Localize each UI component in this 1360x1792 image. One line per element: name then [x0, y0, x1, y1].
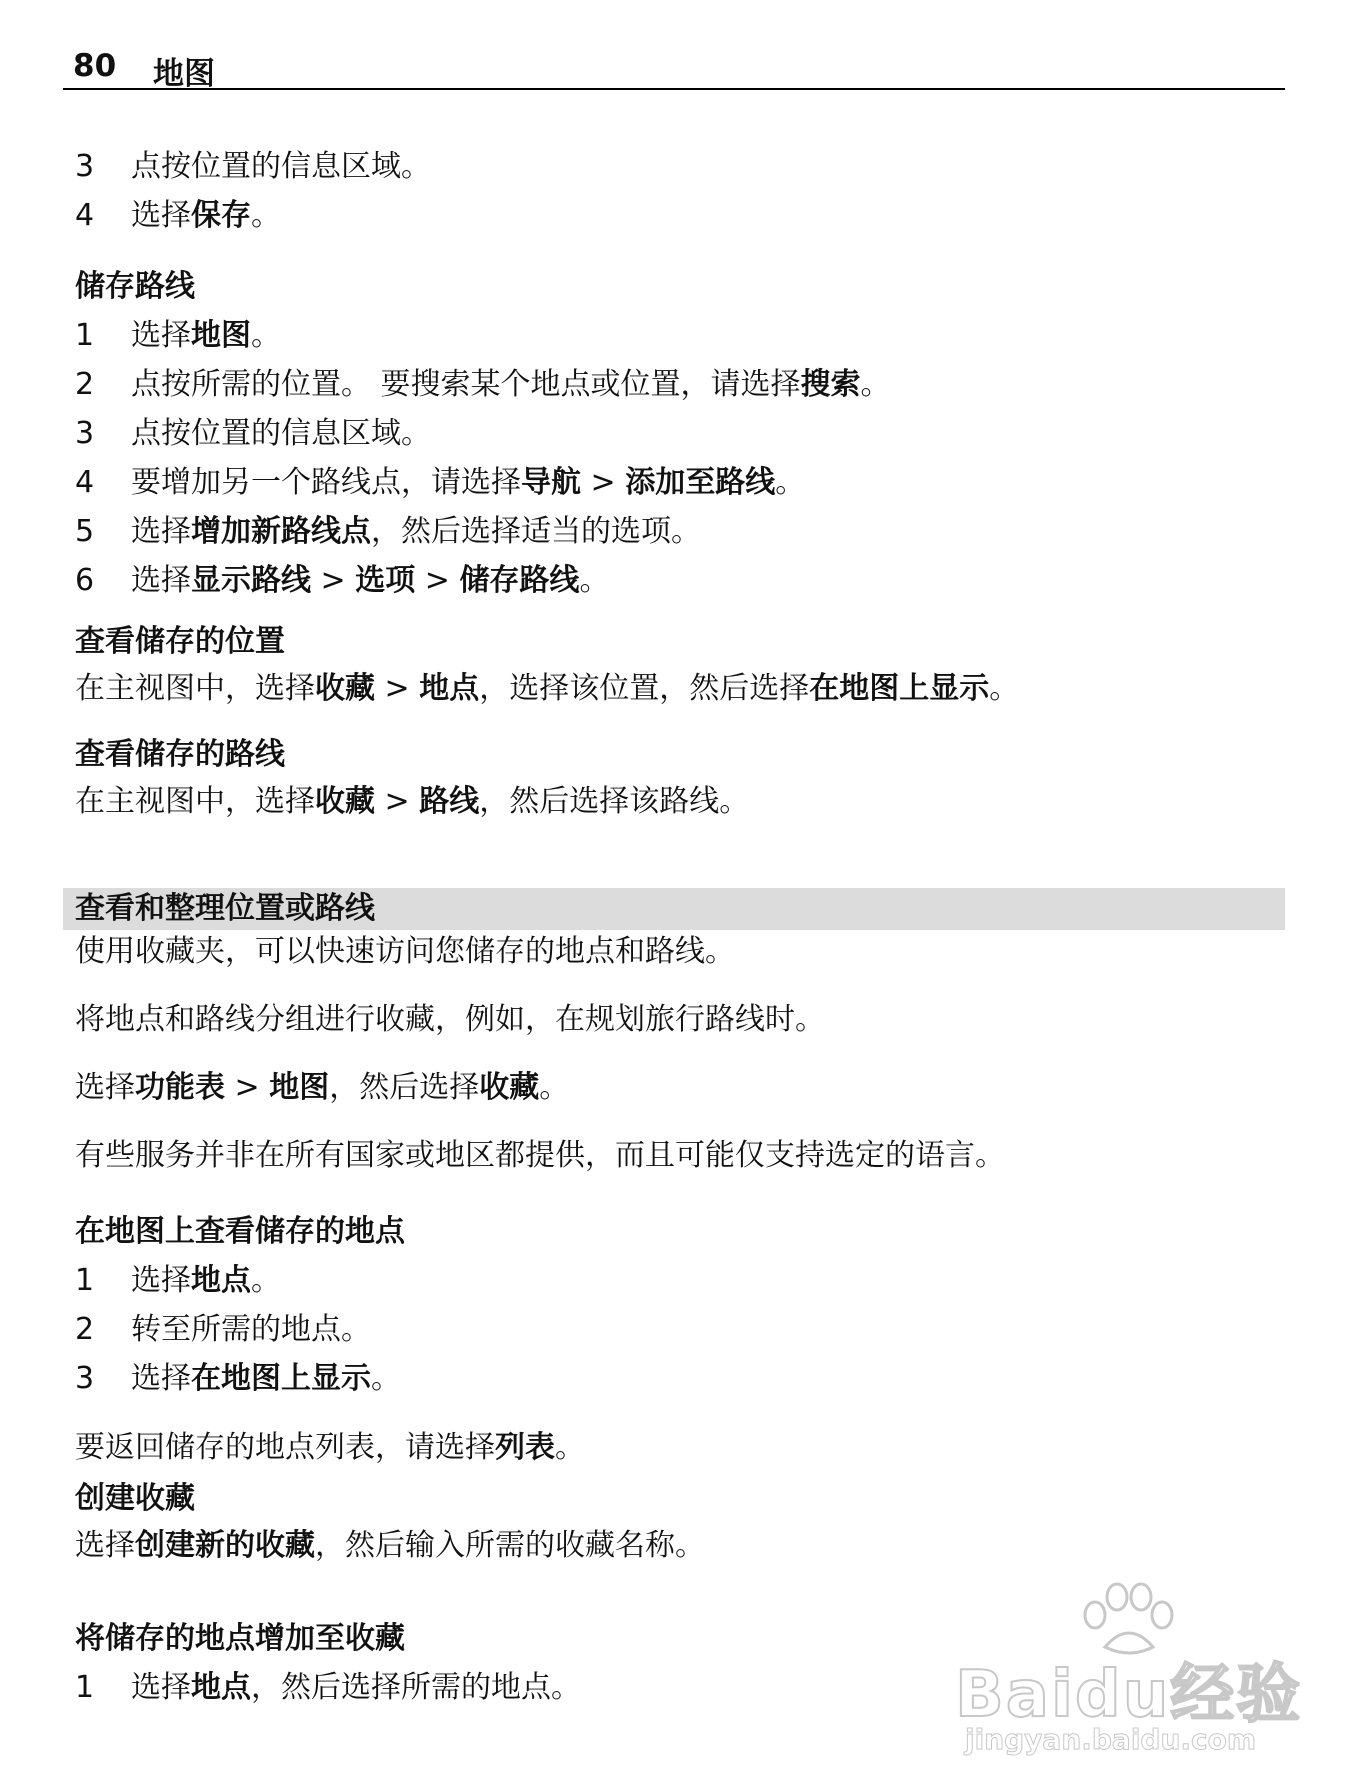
step-row [75, 1663, 581, 1712]
ui-term: 路线 [419, 784, 480, 819]
text-run: 。 [775, 465, 806, 500]
step-number: 3 [75, 149, 95, 184]
instruction-text [75, 1425, 585, 1471]
text-run: 。 [989, 671, 1020, 706]
text-run: 要增加另一个路线点，请选择 [131, 465, 521, 500]
ui-term: 导航 [521, 465, 581, 500]
save-route-section [75, 263, 891, 605]
text-run: ，然后选择所需的地点。 [251, 1670, 581, 1705]
section-heading: 储存路线 [75, 269, 195, 304]
text-run: > [311, 563, 356, 598]
ui-term: 列表 [495, 1430, 555, 1465]
ui-term: 增加新路线点 [191, 514, 371, 549]
step-number: 5 [75, 514, 95, 549]
step-row [75, 360, 891, 409]
ui-term: 收藏 [315, 671, 375, 706]
instruction-text [75, 1523, 705, 1569]
paragraph [75, 1065, 1005, 1133]
step-number: 6 [75, 563, 95, 598]
ui-term: 储存路线 [459, 563, 580, 598]
section-heading: 在地图上查看储存的地点 [75, 1214, 405, 1249]
step-row [75, 507, 891, 556]
ui-term: 搜索 [800, 367, 861, 402]
text-run: ，然后选择该路线。 [479, 784, 750, 819]
section-heading: 查看储存的路线 [75, 737, 285, 772]
step-row [75, 1354, 585, 1403]
ui-term: 地图 [191, 318, 251, 353]
text-run: > [375, 784, 420, 819]
section-heading: 将储存的地点增加至收藏 [75, 1621, 405, 1656]
text-run: ，然后选择适当的选项。 [371, 514, 701, 549]
text-run: ，然后输入所需的收藏名称。 [315, 1528, 705, 1563]
step-number: 2 [75, 367, 95, 402]
ui-term: 添加至路线 [625, 465, 776, 500]
text-run: 点按位置的信息区域。 [131, 149, 431, 184]
ui-term: 在地图上显示 [809, 671, 990, 706]
text-run: 要返回储存的地点列表，请选择 [75, 1430, 495, 1465]
text-run: 。 [555, 1430, 585, 1465]
add-to-collection-section [75, 1615, 581, 1712]
steps-top [75, 142, 431, 240]
text-run: > [375, 671, 420, 706]
text-run: ，选择该位置，然后选择 [479, 671, 810, 706]
view-location-section [75, 618, 1019, 712]
step-row [75, 191, 431, 240]
paragraph [75, 997, 1005, 1065]
step-row [75, 458, 891, 507]
text-run: 选择 [131, 514, 191, 549]
text-run: 使用收藏夹，可以快速访问您储存的地点和路线。 [75, 934, 735, 969]
page-number: 80 [73, 48, 117, 84]
text-run: 在主视图中，选择 [75, 671, 315, 706]
step-row [75, 556, 891, 605]
text-run: 选择 [75, 1070, 135, 1105]
text-run: 。 [539, 1070, 570, 1105]
text-run: > [415, 563, 460, 598]
step-number: 4 [75, 465, 95, 500]
text-run: 。 [251, 198, 281, 233]
text-run: 。 [579, 563, 610, 598]
step-row [75, 1305, 585, 1354]
ui-term: 显示路线 [191, 563, 311, 598]
section-heading: 查看储存的位置 [75, 624, 285, 659]
watermark-url: jingyan.baidu.com [965, 1723, 1257, 1756]
text-run: 在主视图中，选择 [75, 784, 315, 819]
ui-term: 地点 [191, 1263, 251, 1298]
text-run: 将地点和路线分组进行收藏，例如，在规划旅行路线时。 [75, 1002, 825, 1037]
text-run: 选择 [131, 563, 191, 598]
text-run: 选择 [131, 198, 191, 233]
step-number: 3 [75, 416, 95, 451]
step-row [75, 142, 431, 191]
step-number: 3 [75, 1361, 95, 1396]
instruction-text [75, 666, 1019, 712]
text-run: 有些服务并非在所有国家或地区都提供，而且可能仅支持选定的语言。 [75, 1138, 1005, 1173]
step-number: 4 [75, 198, 95, 233]
page-header [63, 44, 1285, 90]
ui-term: 地点 [191, 1670, 251, 1705]
text-run: 选择 [131, 1263, 191, 1298]
ui-term: 选项 [355, 563, 416, 598]
text-run: 点按所需的位置。 要搜索某个地点或位置，请选择 [131, 367, 801, 402]
paragraph [75, 929, 1005, 997]
text-run: 。 [371, 1361, 401, 1396]
step-row [75, 409, 891, 458]
section-heading: 创建收藏 [75, 1481, 195, 1516]
text-run: 选择 [75, 1528, 135, 1563]
create-collection-section [75, 1475, 705, 1569]
text-run: > [581, 465, 626, 500]
text-run: 点按位置的信息区域。 [131, 416, 431, 451]
step-number: 1 [75, 1670, 95, 1705]
step-number: 1 [75, 1263, 95, 1298]
view-route-section [75, 731, 749, 825]
ui-term: 在地图上显示 [191, 1361, 371, 1396]
ui-term: 功能表 [135, 1070, 225, 1105]
ui-term: 地点 [419, 671, 480, 706]
step-number: 2 [75, 1312, 95, 1347]
text-run: 。 [251, 318, 281, 353]
intro-paragraphs [75, 929, 1005, 1179]
view-on-map-section [75, 1208, 585, 1471]
text-run: 选择 [131, 1670, 191, 1705]
ui-term: 地图 [269, 1070, 330, 1105]
text-run: > [225, 1070, 270, 1105]
text-run: ，然后选择 [329, 1070, 480, 1105]
ui-term: 创建新的收藏 [135, 1528, 315, 1563]
step-row [75, 311, 891, 360]
text-run: 。 [860, 367, 891, 402]
section-title-bar [63, 888, 1285, 930]
baidu-watermark [955, 1575, 1303, 1765]
watermark-logo: Baidu经验 [955, 1658, 1303, 1732]
step-number: 1 [75, 318, 95, 353]
text-run: 选择 [131, 1361, 191, 1396]
text-run: 选择 [131, 318, 191, 353]
ui-term: 保存 [191, 198, 251, 233]
instruction-text [75, 779, 749, 825]
chapter-title: 地图 [153, 56, 215, 92]
ui-term: 收藏 [479, 1070, 540, 1105]
text-run: 。 [251, 1263, 281, 1298]
text-run: 转至所需的地点。 [131, 1312, 371, 1347]
ui-term: 收藏 [315, 784, 375, 819]
paragraph [75, 1133, 1005, 1179]
section-title: 查看和整理位置或路线 [75, 891, 375, 926]
step-row [75, 1256, 585, 1305]
